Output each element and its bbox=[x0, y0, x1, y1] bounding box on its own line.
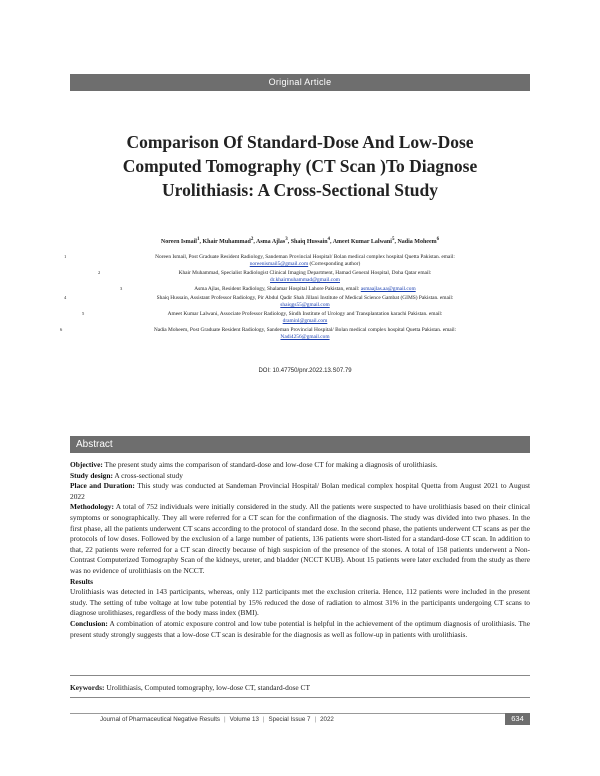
author-name: Noreen Ismail bbox=[160, 239, 197, 245]
abstract-objective bbox=[70, 460, 530, 471]
keywords-text: Urolithiasis, Computed tomography, low-dose CT, standard-dose CT bbox=[104, 683, 310, 692]
abstract-heading: Abstract bbox=[70, 436, 530, 453]
place-text: This study was conducted at Sandeman Provincial Hospital/ Bolan medical complex hospital Quetta from August 2021 to August 2022 bbox=[70, 481, 531, 501]
author-sup: 4 bbox=[327, 237, 331, 242]
title-line-1: Comparison Of Standard-Dose And Low-Dose bbox=[126, 132, 474, 152]
author-list: Noreen Ismail$^1$, Khair Muhammad$^2$, Asma Ajlas$^3$, Shaiq Hussain$^4$, Ameet Kumar Lalwani$^5$, Nadia Moheem$^6$ bbox=[160, 237, 440, 245]
affiliation-text: Nadia Moheem, Post Graduate Resident Radiology, Sandeman Provincial Hospital/ Bolan medical complex hospital Quetta Pakistan. email: bbox=[153, 327, 457, 334]
conclusion-text: A combination of atomic exposure control and low tube potential is helpful in the achievement of the optimum diagnosis of urolithiasis. The present study strongly suggests that a low-dose CT scan is desirable for the diagnosis as well as follow-up in patients with urolithiasis. bbox=[70, 618, 530, 639]
conclusion-label: Conclusion: bbox=[70, 618, 108, 628]
footer-issue: Special Issue 7 bbox=[268, 716, 311, 723]
affiliation-number: 1 bbox=[64, 254, 67, 259]
affiliation-number: 4 bbox=[64, 294, 67, 300]
paper-title bbox=[60, 130, 540, 202]
affiliation-text: Khair Muhammad, Specialist Radiologist Clinical Imaging Department, Hamad General Hospital, Doha Qatar email: bbox=[178, 270, 432, 277]
abstract-results: Urolithiasis was detected in 143 participants, whereas, only 112 participants met the exclusion criteria. Hence, 112 patients were included in the present study. The setting of tube voltage at low tube potential by 15% reduced the dose of radiation to almost 31% in the participants undergoing CT scans to diagnose urolithiases, regardless of the body mass index (BMI). bbox=[70, 587, 530, 618]
author-sup: 5 bbox=[391, 237, 395, 242]
author-name: Asma Ajlas bbox=[256, 239, 286, 245]
affiliation-email-link[interactable]: asmaajlas.aa@gmail.com bbox=[360, 286, 416, 293]
affiliation-text: Shaiq Hussain, Assistant Professor Radiology, Pir Abdul Qadir Shah Jillani Institute of Medical Science Gambat (GIMS) Pakistan. email: bbox=[156, 294, 454, 301]
author-sup: 6 bbox=[436, 237, 440, 242]
abstract-design bbox=[70, 471, 530, 482]
author-name: Khair Muhammad bbox=[202, 239, 251, 245]
affiliation-email-link[interactable]: draminl@gmail.com bbox=[282, 318, 328, 325]
affiliation-number: 2 bbox=[98, 270, 101, 276]
footer-rule bbox=[70, 713, 530, 714]
affiliation-item bbox=[60, 311, 550, 326]
author-name: Nadia Moheem bbox=[397, 239, 437, 245]
footer-year: 2022 bbox=[320, 716, 334, 723]
methodology-text: A total of 752 individuals were initially considered in the study. All the patients were suspected to have urolithiasis based on their clinical symptoms or sonographically. They all were referred for a CT scan for the confirmation of the diagnosis. The study was divided into two phases. In the first phase, all the patients underwent CT scans according to the protocol of standard dose. In the second phase, the patients underwent CT scans as per the protocols of low doses. Followed by the exclusion of a large number of patients, 136 patients were short-listed for a standard-dose CT scan. In addition to that, 22 patients were referred for a CT scan directly because of high suspicion of the presence of the stones. A total of 158 patients underwent a Non-Contrast Computerized Tomography Scan of the kidneys, ureter, and bladder (NCCT KUB). About 15 patients were later excluded from the study as there was no evidence of urolithiasis on the NCCT. bbox=[70, 502, 530, 575]
abstract-place bbox=[70, 481, 530, 502]
affiliation-item bbox=[60, 295, 550, 310]
keywords-label: Keywords: bbox=[70, 683, 105, 692]
objective-text: The present study aims the comparison of standard-dose and low-dose CT for making a diagnosis of urolithiasis. bbox=[102, 460, 438, 469]
affiliation-number: 6 bbox=[60, 327, 63, 333]
affiliation-text: Noreen Ismail, Post Graduate Resident Radiology, Sandeman Provincial Hospital/ Bolan medical complex hospital Quetta Pakistan. email: bbox=[155, 254, 455, 260]
abstract-results-heading bbox=[70, 577, 530, 588]
title-line-2: Computed Tomography (CT Scan )To Diagnose bbox=[122, 156, 478, 176]
author-sup: 2 bbox=[250, 237, 254, 242]
affiliation-item bbox=[60, 270, 550, 285]
design-text: A cross-sectional study bbox=[112, 470, 183, 480]
author-sup: 1 bbox=[196, 237, 200, 242]
doi[interactable]: DOI: 10.47750/pnr.2022.13.S07.79 bbox=[258, 368, 352, 374]
author-name: Shaiq Hussain bbox=[290, 239, 328, 245]
footer-volume: Volume 13 bbox=[229, 716, 259, 723]
affiliation-email-link[interactable]: Nadi4256@gmail.com bbox=[280, 334, 330, 341]
affiliation-email-link[interactable]: noreenismail5@gmail.com bbox=[249, 261, 309, 268]
objective-label: Objective: bbox=[70, 460, 103, 469]
journal-footer bbox=[100, 716, 334, 723]
page-number: 634 bbox=[505, 713, 530, 725]
affiliation-text: Ameet Kumar Lalwani, Associate Professor Radiology, Sindh Institute of Urology and Transplantation karachi Pakistan. email: bbox=[167, 311, 443, 318]
affiliation-list bbox=[60, 254, 550, 343]
design-label: Study design: bbox=[70, 470, 113, 480]
affiliation-item bbox=[60, 327, 550, 342]
section-divider bbox=[70, 675, 530, 676]
keywords bbox=[70, 683, 530, 693]
affiliation-email-link[interactable]: shaiqgs55@gmail.com bbox=[280, 302, 330, 309]
affiliation-email-link[interactable]: dr.khairmuhammad@gmail.com bbox=[270, 277, 340, 284]
affiliation-note: (Corresponding author) bbox=[308, 261, 361, 268]
footer-journal: Journal of Pharmaceutical Negative Results bbox=[100, 716, 221, 723]
affiliation-item bbox=[60, 286, 550, 293]
footer-separator: | bbox=[224, 716, 226, 723]
abstract-body bbox=[70, 460, 530, 640]
article-type-banner: Original Article bbox=[70, 74, 530, 91]
affiliation-text: Asma Ajlas, Resident Radiology, Shalamar Hospital Lahore Pakistan, email: bbox=[194, 286, 360, 293]
footer-separator: | bbox=[314, 716, 317, 723]
results-label: Results bbox=[70, 576, 93, 586]
footer-separator: | bbox=[262, 716, 265, 723]
affiliation-number: 5 bbox=[82, 311, 85, 317]
author-name: Ameet Kumar Lalwani bbox=[332, 239, 392, 245]
place-label: Place and Duration: bbox=[70, 481, 135, 491]
abstract-conclusion bbox=[70, 619, 530, 640]
abstract-methodology bbox=[70, 502, 530, 576]
methodology-label: Methodology: bbox=[70, 502, 114, 512]
section-divider bbox=[70, 697, 530, 698]
title-line-3: Urolithiasis: A Cross-Sectional Study bbox=[162, 180, 438, 200]
author-sup: 3 bbox=[285, 237, 288, 242]
affiliation-number: 3 bbox=[120, 286, 123, 292]
affiliation-item bbox=[60, 254, 550, 269]
